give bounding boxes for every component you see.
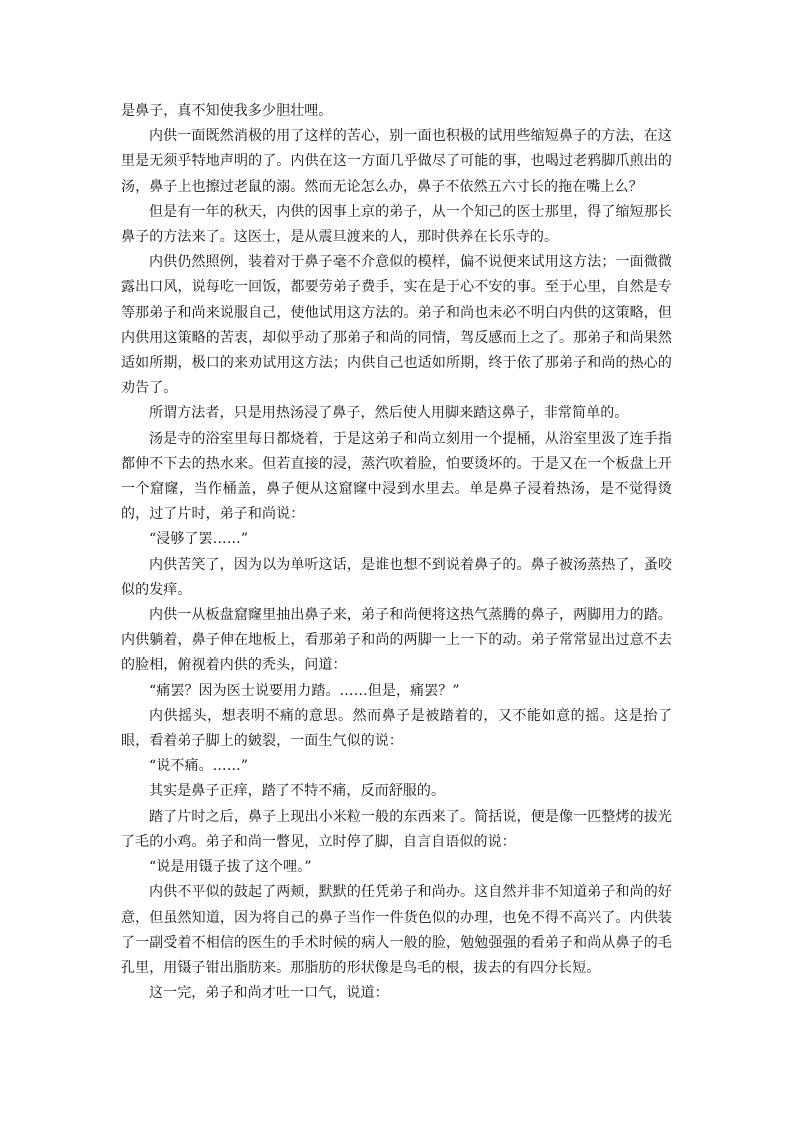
paragraph: 所谓方法者，只是用热汤浸了鼻子，然后使人用脚来踏这鼻子，非常简单的。	[149, 405, 629, 422]
paragraph: 踏了片时之后，鼻子上现出小米粒一般的东西来了。简括说，便是像一匹整烤的拔光了毛的小鸡。弟子和尚一瞥见，立时停了脚，自言自语似的说：	[121, 808, 672, 850]
paragraph: 内供一从板盘窟窿里抽出鼻子来，弟子和尚便将这热气蒸腾的鼻子，两脚用力的踏。内供躺着，鼻子伸在地板上，看那弟子和尚的两脚一上一下的动。弟子常常显出过意不去的脸相，俯视着内供的秃头，问道：	[121, 607, 672, 674]
dialogue-line: “浸够了罢……”	[149, 531, 249, 548]
paragraph: 这一完，弟子和尚才吐一口气，说道：	[149, 985, 389, 1002]
dialogue-line: “说是用镊子拔了这个哩。”	[149, 859, 312, 876]
body-text	[121, 99, 672, 1006]
paragraph: 但是有一年的秋天，内供的因事上京的弟子，从一个知己的医士那里，得了缩短那长鼻子的方法来了。这医士，是从震旦渡来的人，那时供养在长乐寺的。	[121, 203, 672, 246]
paragraph: 汤是寺的浴室里每日都烧着，于是这弟子和尚立刻用一个提桶，从浴室里汲了连手指都伸不下去的热水来。但若直接的浸，蒸汽吹着脸，怕要烫坏的。于是又在一个板盘上开一个窟窿，当作桶盖，鼻子便从这窟窿中浸到水里去。单是鼻子浸着热汤，是不觉得烫的，过了片时，弟子和尚说：	[121, 430, 672, 523]
paragraph: 内供摇头，想表明不痛的意思。然而鼻子是被踏着的，又不能如意的摇。这是抬了眼，看着弟子脚上的皴裂，一面生气似的说：	[121, 707, 672, 750]
paragraph: 内供一面既然消极的用了这样的苦心，别一面也积极的试用些缩短鼻子的方法，在这里是无须乎特地声明的了。内供在这一方面几乎做尽了可能的事，也喝过老鸦脚爪煎出的汤，鼻子上也擦过老鼠的溺。然而无论怎么办，鼻子不依然五六寸长的拖在嘴上么？	[121, 128, 672, 195]
paragraph: 内供苦笑了，因为以为单听这话，是谁也想不到说着鼻子的。鼻子被汤蒸热了，蚤咬似的发痒。	[121, 556, 672, 598]
paragraph: 内供仍然照例，装着对于鼻子毫不介意似的模样，偏不说便来试用这方法；一面微微露出口风，说每吃一回饭，都要劳弟子费手，实在是于心不安的事。至于心里，自然是专等那弟子和尚来说服自己，使他试用这方法的。弟子和尚也未必不明白内供的这策略，但内供用这策略的苦衷，却似乎动了那弟子和尚的同情，驾反感而上之了。那弟子和尚果然适如所期，极口的来劝试用这方法；内供自己也适如所期，终于依了那弟子和尚的热心的劝告了。	[121, 254, 672, 397]
paragraph: 其实是鼻子正痒，踏了不特不痛，反而舒服的。	[149, 783, 446, 800]
dialogue-line: “痛罢？因为医士说要用力踏。……但是，痛罢？”	[149, 682, 460, 699]
paragraph: 内供不平似的鼓起了两颊，默默的任凭弟子和尚办。这自然并非不知道弟子和尚的好意，但虽然知道，因为将自己的鼻子当作一件货色似的办理，也免不得不高兴了。内供装了一副受着不相信的医生的手术时候的病人一般的脸，勉勉强强的看弟子和尚从鼻子的毛孔里，用镊子钳出脂肪来。那脂肪的形状像是鸟毛的根，拔去的有四分长短。	[121, 884, 672, 976]
dialogue-line: “说不痛。……”	[149, 758, 249, 775]
paragraph: 是鼻子，真不知使我多少胆壮哩。	[121, 103, 333, 119]
